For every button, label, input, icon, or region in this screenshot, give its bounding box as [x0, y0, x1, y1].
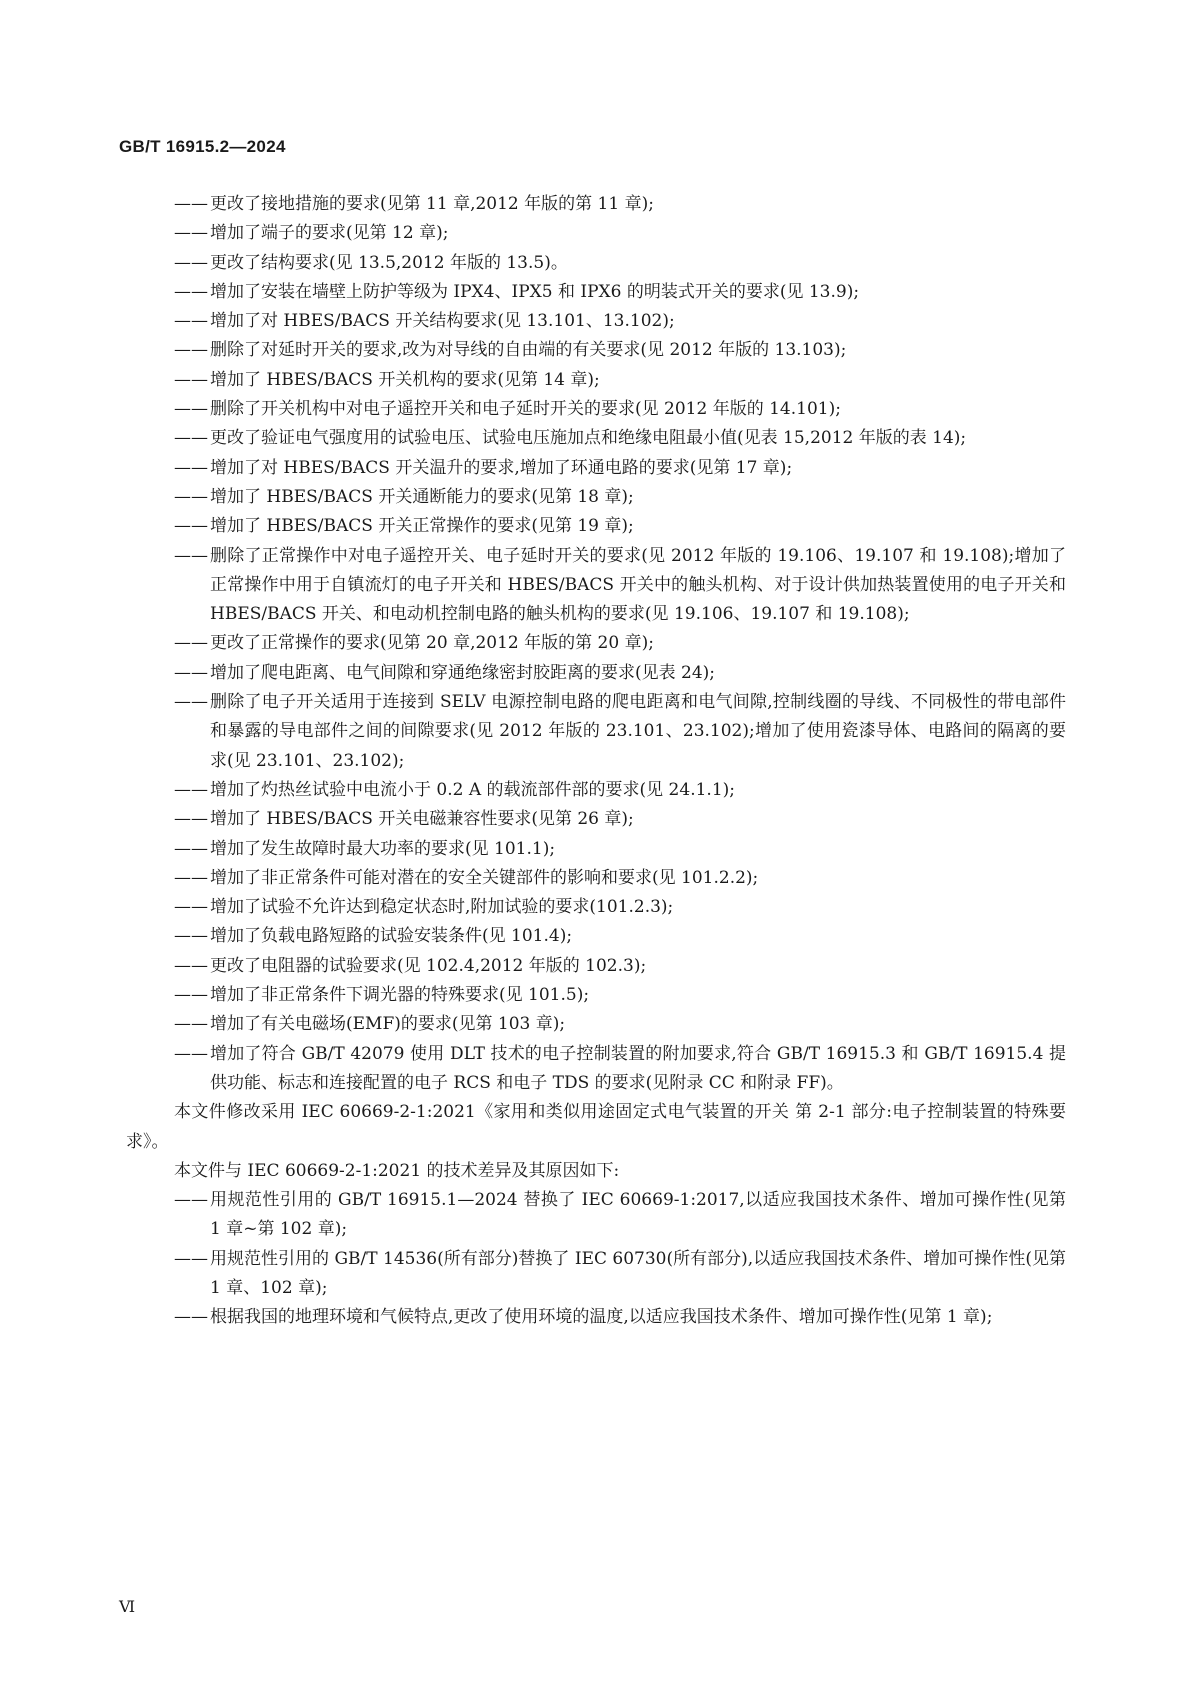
list-item-text: 删除了开关机构中对电子遥控开关和电子延时开关的要求(见 2012 年版的 14.101); [210, 399, 841, 420]
list-dash: —— [174, 281, 208, 302]
list-item [126, 688, 1066, 776]
list-item-text: 增加了发生故障时最大功率的要求(见 101.1); [210, 838, 556, 859]
list-item [126, 512, 1066, 541]
list-dash: —— [174, 955, 208, 976]
list-item-text: 增加了符合 GB/T 42079 使用 DLT 技术的电子控制装置的附加要求,符合 GB/T 16915.3 和 GB/T 16915.4 提供功能、标志和连接配置的电子 RCS 和电子 TDS 的要求(见附录 CC 和附录 FF)。 [210, 1043, 1066, 1093]
list-item [126, 922, 1066, 951]
list-dash: —— [174, 194, 208, 214]
list-item [126, 1303, 1066, 1332]
list-item [126, 776, 1066, 805]
list-item-text: 删除了对延时开关的要求,改为对导线的自由端的有关要求(见 2012 年版的 13.103); [210, 340, 847, 361]
list-dash: —— [174, 985, 208, 1006]
list-item-text: 增加了 HBES/BACS 开关正常操作的要求(见第 19 章); [210, 516, 634, 537]
list-dash: —— [174, 838, 208, 859]
list-item-text: 增加了 HBES/BACS 开关电磁兼容性要求(见第 26 章); [210, 809, 634, 830]
list-dash: —— [174, 809, 208, 830]
list-dash: —— [174, 545, 208, 566]
list-dash: —— [174, 692, 208, 713]
page-number: Ⅵ [119, 1597, 136, 1616]
list-item-text: 增加了安装在墙壁上防护等级为 IPX4、IPX5 和 IPX6 的明装式开关的要求(见 13.9); [210, 281, 860, 302]
list-item-text: 更改了接地措施的要求(见第 11 章,2012 年版的第 11 章); [210, 194, 654, 214]
list-item-text: 更改了电阻器的试验要求(见 102.4,2012 年版的 102.3); [210, 955, 647, 976]
list-item [126, 835, 1066, 864]
adoption-paragraph: 本文件修改采用 IEC 60669-2-1:2021《家用和类似用途固定式电气装置的开关 第 2-1 部分:电子控制装置的特殊要求》。 [126, 1102, 1066, 1152]
list-item [126, 278, 1066, 307]
list-dash: —— [174, 1190, 208, 1211]
list-item [126, 219, 1066, 248]
list-dash: —— [174, 340, 208, 361]
list-item-text: 增加了灼热丝试验中电流小于 0.2 A 的载流部件部的要求(见 24.1.1); [210, 779, 735, 800]
list-item [126, 542, 1066, 630]
list-item [126, 864, 1066, 893]
list-item-text: 增加了有关电磁场(EMF)的要求(见第 103 章); [210, 1014, 566, 1035]
list-item [126, 1010, 1066, 1039]
list-dash: —— [174, 516, 208, 537]
list-item-text: 更改了正常操作的要求(见第 20 章,2012 年版的第 20 章); [210, 633, 654, 654]
list-item-text: 增加了对 HBES/BACS 开关结构要求(见 13.101、13.102); [210, 311, 675, 332]
list-item [126, 249, 1066, 278]
list-item-text: 增加了 HBES/BACS 开关机构的要求(见第 14 章); [210, 369, 600, 390]
list-item-text: 增加了爬电距离、电气间隙和穿通绝缘密封胶距离的要求(见表 24); [210, 662, 716, 683]
list-dash: —— [174, 311, 208, 332]
list-item [126, 952, 1066, 981]
list-item-text: 增加了 HBES/BACS 开关通断能力的要求(见第 18 章); [210, 486, 634, 507]
change-list [126, 190, 1066, 1098]
list-item [126, 190, 1066, 219]
list-item [126, 307, 1066, 336]
list-item [126, 366, 1066, 395]
list-item [126, 981, 1066, 1010]
list-dash: —— [174, 223, 208, 244]
document-body [126, 190, 1066, 1333]
list-item-text: 增加了试验不允许达到稳定状态时,附加试验的要求(101.2.3); [210, 897, 674, 918]
list-item [126, 1040, 1066, 1099]
list-item-text: 增加了负载电路短路的试验安装条件(见 101.4); [210, 926, 573, 947]
list-dash: —— [174, 457, 208, 478]
difference-list [126, 1186, 1066, 1332]
list-dash: —— [174, 926, 208, 947]
list-item [126, 893, 1066, 922]
list-dash: —— [174, 662, 208, 683]
list-item-text: 用规范性引用的 GB/T 16915.1—2024 替换了 IEC 60669-1:2017,以适应我国技术条件、增加可操作性(见第 1 章~第 102 章); [210, 1190, 1066, 1240]
list-item [126, 629, 1066, 658]
list-dash: —— [174, 428, 208, 449]
list-dash: —— [174, 1248, 208, 1269]
list-dash: —— [174, 1307, 208, 1328]
standard-number-header: GB/T 16915.2—2024 [119, 137, 286, 156]
list-item-text: 删除了电子开关适用于连接到 SELV 电源控制电路的爬电距离和电气间隙,控制线圈的导线、不同极性的带电部件和暴露的导电部件之间的间隙要求(见 2012 年版的 23.101、23.102);增加了使用瓷漆导体、电路间的隔离的要求(见 23.101、23.102); [210, 692, 1066, 771]
list-dash: —— [174, 867, 208, 888]
list-dash: —— [174, 252, 208, 273]
list-dash: —— [174, 486, 208, 507]
list-item-text: 增加了对 HBES/BACS 开关温升的要求,增加了环通电路的要求(见第 17 章); [210, 457, 793, 478]
list-item [126, 805, 1066, 834]
list-dash: —— [174, 1043, 208, 1064]
list-dash: —— [174, 369, 208, 390]
list-item [126, 454, 1066, 483]
list-dash: —— [174, 779, 208, 800]
list-dash: —— [174, 1014, 208, 1035]
list-item-text: 用规范性引用的 GB/T 14536(所有部分)替换了 IEC 60730(所有部分),以适应我国技术条件、增加可操作性(见第 1 章、102 章); [210, 1248, 1066, 1298]
list-item [126, 483, 1066, 512]
differences-intro-paragraph: 本文件与 IEC 60669-2-1:2021 的技术差异及其原因如下: [174, 1160, 620, 1181]
list-dash: —— [174, 633, 208, 654]
list-item-text: 更改了结构要求(见 13.5,2012 年版的 13.5)。 [210, 252, 568, 273]
list-item-text: 根据我国的地理环境和气候特点,更改了使用环境的温度,以适应我国技术条件、增加可操作性(见第 1 章); [210, 1307, 993, 1328]
list-item [126, 1245, 1066, 1304]
list-item [126, 336, 1066, 365]
list-dash: —— [174, 897, 208, 918]
list-item-text: 增加了非正常条件可能对潜在的安全关键部件的影响和要求(见 101.2.2); [210, 867, 759, 888]
list-item [126, 395, 1066, 424]
list-item [126, 1186, 1066, 1245]
list-item [126, 424, 1066, 453]
list-dash: —— [174, 399, 208, 420]
list-item [126, 659, 1066, 688]
list-item-text: 增加了非正常条件下调光器的特殊要求(见 101.5); [210, 985, 590, 1006]
list-item-text: 删除了正常操作中对电子遥控开关、电子延时开关的要求(见 2012 年版的 19.106、19.107 和 19.108);增加了正常操作中用于自镇流灯的电子开关和 HBES/BACS 开关中的触头机构、对于设计供加热装置使用的电子开关和 HBES/BACS 开关、和电动机控制电路的触头机构的要求(见 19.106、19.107 和 19.108); [210, 545, 1066, 625]
list-item-text: 更改了验证电气强度用的试验电压、试验电压施加点和绝缘电阻最小值(见表 15,2012 年版的表 14); [210, 428, 967, 449]
list-item-text: 增加了端子的要求(见第 12 章); [210, 223, 449, 244]
